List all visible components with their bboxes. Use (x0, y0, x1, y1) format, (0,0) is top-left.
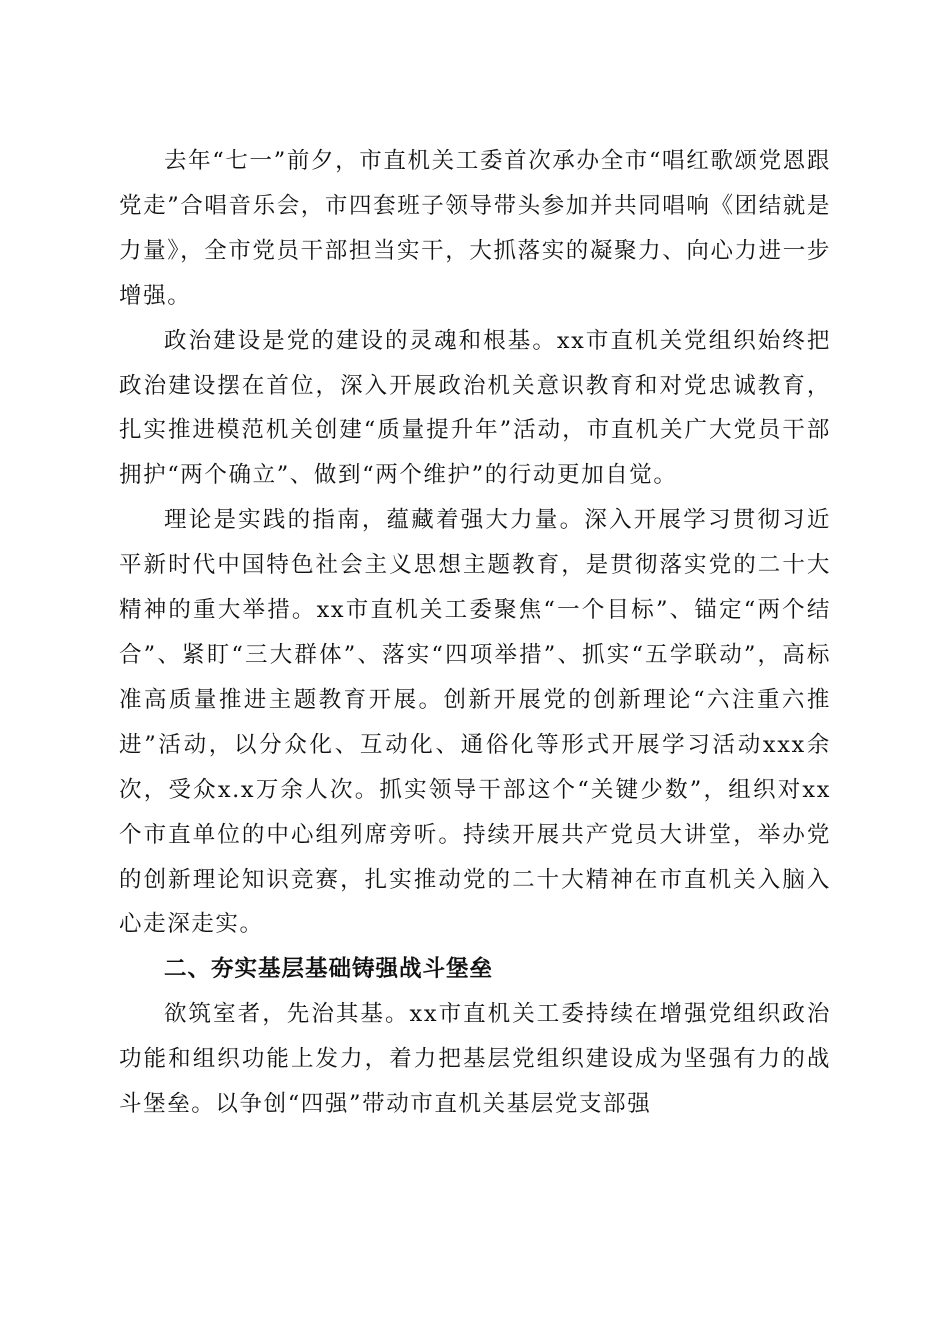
paragraph-3: 理论是实践的指南，蕴藏着强大力量。深入开展学习贯彻习近平新时代中国特色社会主义思想主题教育，是贯彻落实党的二十大精神的重大举措。xx市直机关工委聚焦“一个目标”、锚定“两个结合”、紧盯“三大群体”、落实“四项举措”、抓实“五学联动”，高标准高质量推进主题教育开展。创新开展党的创新理论“六注重六推进”活动，以分众化、互动化、通俗化等形式开展学习活动xxx余次，受众x.x万余人次。抓实领导干部这个“关键少数”，组织对xx个市直单位的中心组列席旁听。持续开展共产党员大讲堂，举办党的创新理论知识竞赛，扎实推动党的二十大精神在市直机关入脑入心走深走实。 (119, 507, 831, 938)
document-body (119, 139, 831, 1127)
section-heading: 二、夯实基层基础铸强战斗堡垒 (164, 956, 494, 983)
paragraph-1: 去年“七一”前夕，市直机关工委首次承办全市“唱红歌颂党恩跟党走”合唱音乐会，市四套班子领导带头参加并共同唱响《团结就是力量》，全市党员干部担当实干，大抓落实的凝聚力、向心力进一步增强。 (119, 148, 832, 309)
paragraph-2: 政治建设是党的建设的灵魂和根基。xx市直机关党组织始终把政治建设摆在首位，深入开展政治机关意识教育和对党忠诚教育，扎实推进模范机关创建“质量提升年”活动，市直机关广大党员干部拥护“两个确立”、做到“两个维护”的行动更加自觉。 (119, 327, 831, 489)
paragraph-4: 欲筑室者，先治其基。xx市直机关工委持续在增强党组织政治功能和组织功能上发力，着力把基层党组织建设成为坚强有力的战斗堡垒。以争创“四强”带动市直机关基层党支部强 (119, 1001, 831, 1118)
